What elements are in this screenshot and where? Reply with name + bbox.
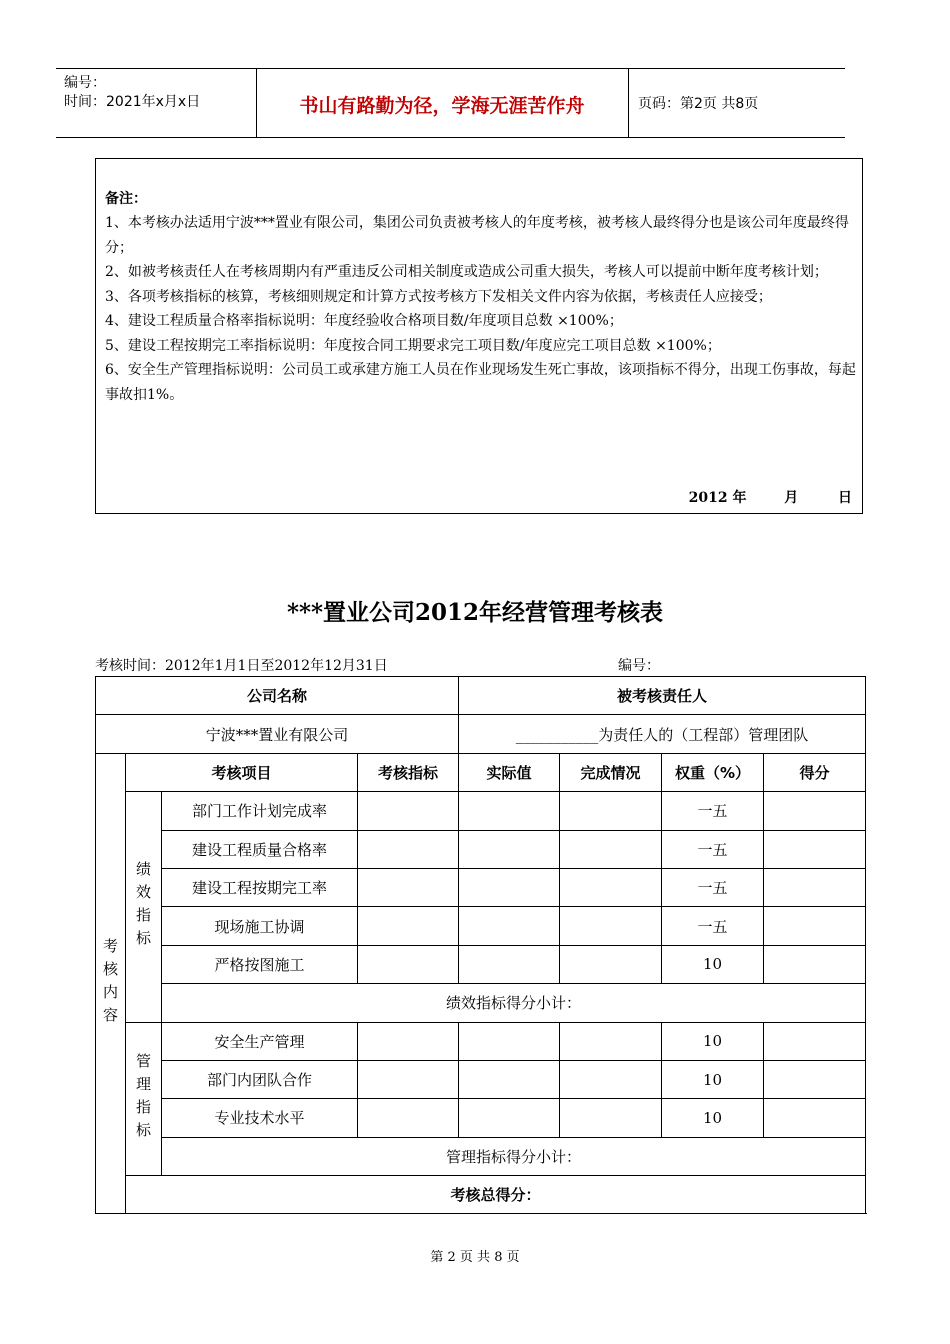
score-cell[interactable] [764,1060,866,1098]
total-score: 考核总得分： [126,1176,866,1214]
weight-cell: 10 [662,1099,764,1137]
table-row [96,868,866,906]
score-cell[interactable] [764,792,866,830]
note-line: 4、建设工程质量合格率指标说明：年度经验收合格项目数/年度项目总数 ×100%； [105,313,623,329]
table-row [96,1060,866,1098]
status-cell[interactable] [560,1060,662,1098]
assessment-table [95,676,866,1214]
responsible-cell: ___________为责任人的（工程部）管理团队 [459,715,866,753]
header-page-number: 页码：第2页 共8页 [638,96,759,112]
table-row [96,715,866,753]
score-cell[interactable] [764,868,866,906]
form-number: 编号： [618,658,660,674]
header-motto: 书山有路勤为径，学海无涯苦作舟 [299,95,585,117]
col-header-status: 完成情况 [560,753,662,791]
item-cell: 现场施工协调 [162,907,358,945]
actual-cell[interactable] [459,945,560,983]
status-cell[interactable] [560,792,662,830]
weight-cell: 一五 [662,868,764,906]
actual-cell[interactable] [459,1022,560,1060]
col-header-score: 得分 [764,753,866,791]
col-header-weight: 权重（%） [662,753,764,791]
table-row [96,830,866,868]
header-company: 公司名称 [96,677,459,715]
indicator-cell[interactable] [358,792,459,830]
date-month: 月 [784,490,799,506]
assessment-period: 考核时间：2012年1月1日至2012年12月31日 [95,658,388,674]
actual-cell[interactable] [459,1099,560,1137]
item-cell: 建设工程质量合格率 [162,830,358,868]
group-label-management: 管理指标 [134,1052,152,1145]
status-cell[interactable] [560,868,662,906]
indicator-cell[interactable] [358,1022,459,1060]
header-left-cell [56,69,256,137]
header-number: 编号： [64,75,106,91]
table-row [96,907,866,945]
notes-title: 备注： [105,191,147,207]
indicator-cell[interactable] [358,830,459,868]
weight-cell: 一五 [662,792,764,830]
actual-cell[interactable] [459,830,560,868]
weight-cell: 一五 [662,830,764,868]
indicator-cell[interactable] [358,907,459,945]
score-cell[interactable] [764,907,866,945]
table-row [96,792,866,830]
note-line: 2、如被考核责任人在考核周期内有严重违反公司相关制度或造成公司重大损失，考核人可以提前中断年度考核计划； [105,264,828,280]
item-cell: 建设工程按期完工率 [162,868,358,906]
notes-box [95,158,863,514]
col-header-item: 考核项目 [126,753,358,791]
weight-cell: 10 [662,1022,764,1060]
header-time: 时间：2021年x月x日 [64,94,201,110]
col-header-indicator: 考核指标 [358,753,459,791]
section-label: 考核内容 [101,937,119,1030]
item-cell: 安全生产管理 [162,1022,358,1060]
item-cell: 部门工作计划完成率 [162,792,358,830]
page-footer: 第 2 页 共 8 页 [430,1250,520,1265]
indicator-cell[interactable] [358,868,459,906]
actual-cell[interactable] [459,907,560,945]
header-responsible: 被考核责任人 [459,677,866,715]
section-label-cell [96,753,126,1214]
note-line: 6、安全生产管理指标说明：公司员工或承建方施工人员在作业现场发生死亡事故，该项指标不得分，出现工伤事故，每起事故扣1%。 [105,362,856,403]
status-cell[interactable] [560,1099,662,1137]
status-cell[interactable] [560,907,662,945]
status-cell[interactable] [560,945,662,983]
document-header [56,68,845,138]
management-subtotal: 管理指标得分小计： [162,1137,866,1175]
table-row [96,945,866,983]
actual-cell[interactable] [459,868,560,906]
score-cell[interactable] [764,1022,866,1060]
table-row [96,1137,866,1175]
group-label-cell [126,1022,162,1176]
table-row [96,984,866,1022]
table-row [96,753,866,791]
table-row [96,677,866,715]
table-row [96,1099,866,1137]
table-row [96,1022,866,1060]
status-cell[interactable] [560,830,662,868]
item-cell: 部门内团队合作 [162,1060,358,1098]
col-header-actual: 实际值 [459,753,560,791]
note-line: 5、建设工程按期完工率指标说明：年度按合同工期要求完工项目数/年度应完工项目总数 ×100%； [105,337,721,354]
weight-cell: 10 [662,1060,764,1098]
indicator-cell[interactable] [358,1099,459,1137]
status-cell[interactable] [560,1022,662,1060]
group-label-performance: 绩效指标 [134,860,152,953]
indicator-cell[interactable] [358,1060,459,1098]
performance-subtotal: 绩效指标得分小计： [162,984,866,1022]
note-line: 1、本考核办法适用宁波***置业有限公司，集团公司负责被考核人的年度考核，被考核人最终得分也是该公司年度最终得分； [105,215,849,256]
weight-cell: 一五 [662,907,764,945]
item-cell: 专业技术水平 [162,1099,358,1137]
indicator-cell[interactable] [358,945,459,983]
actual-cell[interactable] [459,1060,560,1098]
score-cell[interactable] [764,830,866,868]
score-cell[interactable] [764,945,866,983]
actual-cell[interactable] [459,792,560,830]
notes-body [105,211,857,407]
header-divider [628,69,629,137]
note-line: 3、各项考核指标的核算，考核细则规定和计算方式按考核方下发相关文件内容为依据，考核责任人应接受； [105,288,772,305]
table-row [96,1176,866,1214]
notes-date [689,487,852,507]
score-cell[interactable] [764,1099,866,1137]
group-label-cell [126,792,162,1022]
date-day: 日 [838,490,852,506]
weight-cell: 10 [662,945,764,983]
company-name-cell: 宁波***置业有限公司 [96,715,459,753]
date-year: 2012 年 [688,490,747,506]
form-title: ***置业公司2012年经营管理考核表 [286,599,664,626]
item-cell: 严格按图施工 [162,945,358,983]
